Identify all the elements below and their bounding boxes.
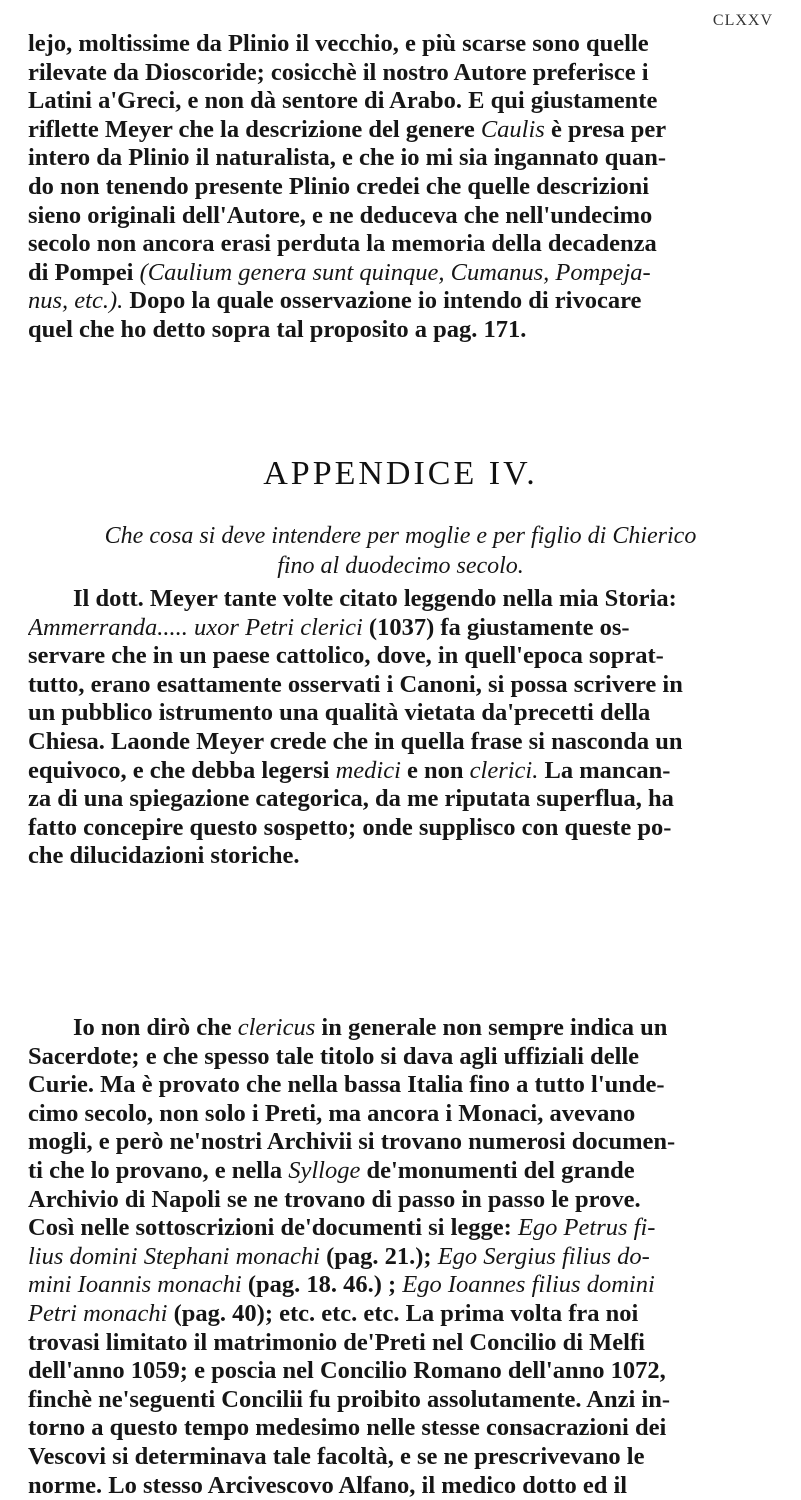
text-line	[28, 1472, 767, 1500]
text-line	[28, 1186, 767, 1215]
text-line	[28, 1329, 767, 1358]
text-run: rilevate da Dioscoride; cosicchè il nostro Autore preferisce i	[28, 59, 649, 86]
text-line	[28, 87, 767, 116]
text-line	[28, 1214, 767, 1243]
text-line	[28, 842, 767, 871]
subtitle-line: fino al duodecimo secolo.	[0, 551, 801, 581]
text-run: Dopo la quale osservazione io intendo di rivocare	[123, 287, 641, 314]
italic-run: (Caulium genera sunt quinque, Cumanus, Pompeja-	[140, 259, 651, 286]
italic-run: Petri monachi	[28, 1300, 168, 1327]
text-line	[28, 699, 767, 728]
text-run: mogli, e però ne'nostri Archivii si trovano numerosi documen-	[28, 1128, 675, 1155]
text-line	[28, 259, 767, 288]
italic-run: Sylloge	[288, 1157, 360, 1184]
text-line	[28, 814, 767, 843]
text-line	[28, 728, 767, 757]
italic-run: clerici.	[470, 757, 539, 784]
paragraph-intro	[28, 30, 767, 345]
text-run: quel che ho detto sopra tal proposito a pag. 171.	[28, 316, 526, 343]
text-run: za di una spiegazione categorica, da me riputata superflua, ha	[28, 785, 674, 812]
text-run: lejo, moltissime da Plinio il vecchio, e più scarse sono quelle	[28, 30, 649, 57]
text-run: e non	[401, 757, 470, 784]
text-run: Sacerdote; e che spesso tale titolo si dava agli uffiziali delle	[28, 1043, 639, 1070]
appendix-heading: APPENDICE IV.	[0, 455, 801, 493]
text-line	[28, 614, 767, 643]
text-run: de'monumenti del grande	[360, 1157, 634, 1184]
text-line	[28, 1243, 767, 1272]
text-line	[28, 757, 767, 786]
text-line	[28, 1128, 767, 1157]
text-run: norme. Lo stesso Arcivescovo Alfano, il medico dotto ed il	[28, 1472, 627, 1499]
text-line	[28, 785, 767, 814]
text-line	[28, 1071, 767, 1100]
paragraph-meyer	[28, 585, 767, 871]
text-run: che dilucidazioni storiche.	[28, 842, 300, 869]
text-run: Il dott. Meyer tante volte citato leggendo nella mia Storia:	[73, 585, 677, 612]
text-line	[28, 1157, 767, 1186]
text-run: trovasi limitato il matrimonio de'Preti nel Concilio di Melfi	[28, 1329, 645, 1356]
italic-run: medici	[336, 757, 401, 784]
italic-run: lius domini Stephani monachi	[28, 1243, 320, 1270]
text-line	[28, 287, 767, 316]
italic-run: Ammerranda..... uxor Petri clerici	[28, 614, 363, 641]
italic-run: mini Ioannis monachi	[28, 1271, 242, 1298]
text-run: Curie. Ma è provato che nella bassa Italia fino a tutto l'unde-	[28, 1071, 665, 1098]
text-line	[28, 1414, 767, 1443]
subtitle-line: Che cosa si deve intendere per moglie e per figlio di Chierico	[0, 521, 801, 551]
text-run: tutto, erano esattamente osservati i Canoni, si possa scrivere in	[28, 671, 683, 698]
text-run: secolo non ancora erasi perduta la memoria della decadenza	[28, 230, 657, 257]
text-run: (pag. 40); etc. etc. etc. La prima volta fra noi	[168, 1300, 639, 1327]
text-line	[28, 316, 767, 345]
text-line	[28, 173, 767, 202]
text-run: do non tenendo presente Plinio credei che quelle descrizioni	[28, 173, 649, 200]
text-run: di Pompei	[28, 259, 140, 286]
text-run: torno a questo tempo medesimo nelle stesse consacrazioni dei	[28, 1414, 666, 1441]
page-folio: CLXXV	[713, 12, 773, 30]
text-run: (pag. 21.);	[320, 1243, 438, 1270]
text-run: sieno originali dell'Autore, e ne deduceva che nell'undecimo	[28, 202, 652, 229]
text-line	[28, 1271, 767, 1300]
italic-run: Caulis	[481, 116, 545, 143]
text-line	[28, 1443, 767, 1472]
text-line	[28, 1357, 767, 1386]
text-run: Archivio di Napoli se ne trovano di passo in passo le prove.	[28, 1186, 641, 1213]
text-line	[28, 1043, 767, 1072]
text-run: Latini a'Greci, e non dà sentore di Arabo. E qui giustamente	[28, 87, 657, 114]
italic-run: Ego Ioannes filius domini	[402, 1271, 654, 1298]
text-line	[28, 1300, 767, 1329]
text-run: Chiesa. Laonde Meyer crede che in quella frase si nasconda un	[28, 728, 682, 755]
appendix-subtitle	[0, 521, 801, 581]
text-line	[28, 671, 767, 700]
text-run: servare che in un paese cattolico, dove, in quell'epoca soprat-	[28, 642, 664, 669]
text-run: intero da Plinio il naturalista, e che io mi sia ingannato quan-	[28, 144, 666, 171]
text-line	[28, 585, 767, 614]
text-line	[28, 230, 767, 259]
text-run: fatto concepire questo sospetto; onde supplisco con queste po-	[28, 814, 671, 841]
text-run: in generale non sempre indica un	[315, 1014, 667, 1041]
text-run: riflette Meyer che la descrizione del genere	[28, 116, 481, 143]
text-line	[28, 116, 767, 145]
text-run: (1037) fa giustamente os-	[363, 614, 630, 641]
italic-run: Ego Sergius filius do-	[438, 1243, 650, 1270]
text-line	[28, 1100, 767, 1129]
text-line	[28, 1014, 767, 1043]
text-line	[28, 144, 767, 173]
text-line	[28, 59, 767, 88]
text-line	[28, 642, 767, 671]
text-line	[28, 1386, 767, 1415]
text-run: un pubblico istrumento una qualità vietata da'precetti della	[28, 699, 650, 726]
text-run: dell'anno 1059; e poscia nel Concilio Romano dell'anno 1072,	[28, 1357, 666, 1384]
text-line	[28, 30, 767, 59]
text-run: ti che lo provano, e nella	[28, 1157, 288, 1184]
text-run: cimo secolo, non solo i Preti, ma ancora i Monaci, avevano	[28, 1100, 635, 1127]
text-run: Vescovi si determinava tale facoltà, e se ne prescrivevano le	[28, 1443, 644, 1470]
text-run: Io non dirò che	[73, 1014, 238, 1041]
text-line	[28, 202, 767, 231]
text-run: Così nelle sottoscrizioni de'documenti si legge:	[28, 1214, 518, 1241]
text-run: finchè ne'seguenti Concilii fu proibito assolutamente. Anzi in-	[28, 1386, 670, 1413]
text-run: La mancan-	[538, 757, 670, 784]
text-run: è presa per	[545, 116, 666, 143]
paragraph-clericus	[28, 1014, 767, 1500]
italic-run: Ego Petrus fi-	[518, 1214, 655, 1241]
text-run: (pag. 18. 46.) ;	[242, 1271, 403, 1298]
italic-run: clericus	[238, 1014, 316, 1041]
text-run: equivoco, e che debba legersi	[28, 757, 336, 784]
italic-run: nus, etc.).	[28, 287, 123, 314]
